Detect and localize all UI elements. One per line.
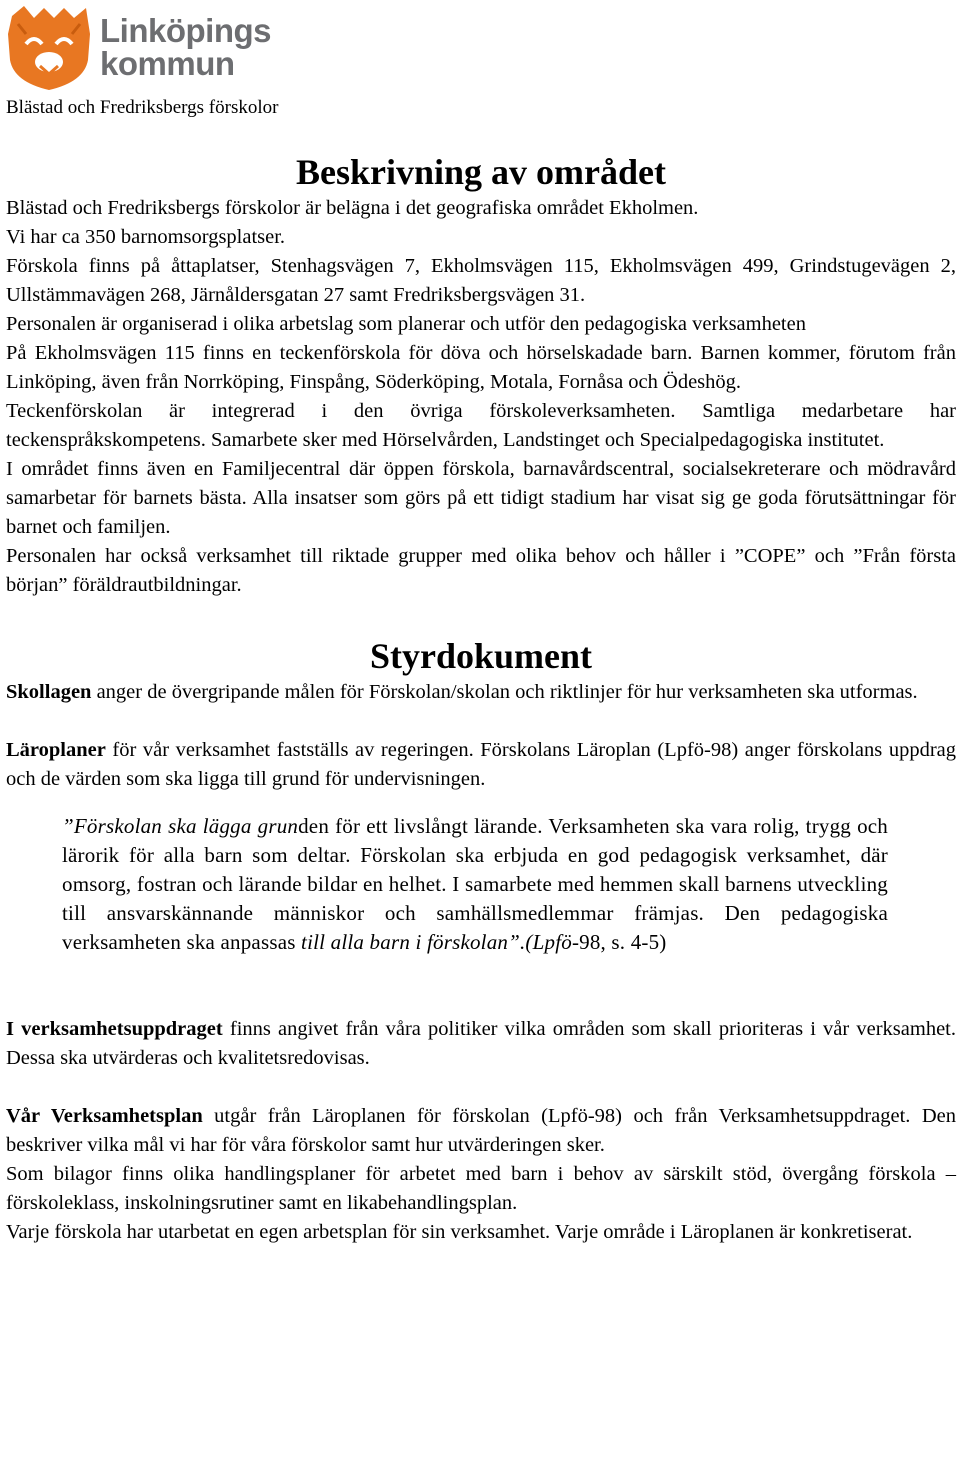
paragraph-skollagen [6,678,956,707]
paragraph-verksamhetsplan [6,1102,956,1160]
lion-crest-icon [4,4,94,92]
plan-text: utgår från Läroplanen för förskolan (Lpfö-98) och från Verksamhetsuppdraget. Den beskriver vilka mål vi har för våra förskolor samt hur utvärderingen sker. [6,1105,956,1156]
paragraph-7: I området finns även en Familjecentral där öppen förskola, barnavårdscentral, socialsekreterare och mödravård samarbetar för barnets bästa. Alla insatser som görs på ett tidigt stadium har visat sig ge goda förutsättningar för barnet och familjen. [6,458,956,538]
quote-body: den för ett livslångt lärande. Verksamheten ska vara rolig, trygg och lärorik för alla barn som deltar. Förskolan ska erbjuda en god pedagogisk verksamhet, där omsorg, fostran och lärande bildar en helhet. I samarbete med hemmen skall barnens utveckling till ansvarskännande människor och samhällsmedlemmar främjas. Den pedagogiska verksamheten ska anpassas [62,814,888,954]
uppdrag-text: finns angivet från våra politiker vilka områden som skall prioriteras i vår verksamhet. Dessa ska utvärderas och kvalitetsredovisas. [6,1018,956,1069]
logo-line1: Linköpings [100,12,271,49]
paragraph-5: På Ekholmsvägen 115 finns en teckenförskola för döva och hörselskadade barn. Barnen kommer, förutom från Linköping, även från Norrköping, Finspång, Söderköping, Motala, Fornåsa och Ödeshög. [6,342,956,393]
laroplaner-term: Läroplaner [6,739,106,761]
document-subtitle: Blästad och Fredriksbergs förskolor [6,97,279,118]
paragraph-8: Personalen har också verksamhet till riktade grupper med olika behov och håller i ”COPE” och ”Från första början” föräldrautbildningar. [6,545,956,596]
uppdrag-term: I verksamhetsuppdraget [6,1018,223,1040]
laroplaner-text: för vår verksamhet fastställs av regeringen. Förskolans Läroplan (Lpfö-98) anger förskolans uppdrag och de värden som ska ligga till grund för undervisningen. [6,739,956,790]
skollagen-text: anger de övergripande målen för Förskolan/skolan och riktlinjer för hur verksamheten ska utformas. [91,681,918,703]
laroplan-quote [62,812,888,957]
logo-line2: kommun [100,45,235,82]
paragraph-1: Blästad och Fredriksbergs förskolor är belägna i det geografiska området Ekholmen. [6,197,699,219]
paragraph-3: Förskola finns på åttaplatser, Stenhagsvägen 7, Ekholmsvägen 115, Ekholmsvägen 499, Grindstugevägen 2, Ullstämmavägen 268, Järnåldersgatan 27 samt Fredriksbergsvägen 31. [6,255,956,306]
paragraph-2: Vi har ca 350 barnomsorgsplatser. [6,226,286,248]
skollagen-term: Skollagen [6,681,92,703]
paragraph-arbetsplan: Varje förskola har utarbetat en egen arbetsplan för sin verksamhet. Varje område i Läroplanen är konkretiserat. [6,1221,913,1243]
heading-styrdokument: Styrdokument [369,636,593,676]
paragraph-6: Teckenförskolan är integrerad i den övriga förskoleverksamheten. Samtliga medarbetare har teckenspråkskompetens. Samarbete sker med Hörselvården, Landstinget och Specialpedagogiska institutet. [6,400,956,451]
quote-ref: -98, s. 4-5) [571,930,667,954]
document-body [6,150,956,1247]
paragraph-4: Personalen är organiserad i olika arbetslag som planerar och utför den pedagogiska verksamheten [6,313,806,335]
linkoping-logo [4,4,304,92]
paragraph-laroplaner [6,736,956,794]
quote-italic-start: ”Förskolan ska lägga grun [62,814,299,838]
quote-italic-end: till alla barn i förskolan”.(Lpfö [301,930,572,954]
plan-term: Vår Verksamhetsplan [6,1105,203,1127]
heading-beskrivning: Beskrivning av området [295,152,666,192]
paragraph-uppdrag [6,1015,956,1073]
paragraph-bilagor: Som bilagor finns olika handlingsplaner för arbetet med barn i behov av särskilt stöd, övergång förskola – förskoleklass, inskolningsrutiner samt en likabehandlingsplan. [6,1163,956,1214]
